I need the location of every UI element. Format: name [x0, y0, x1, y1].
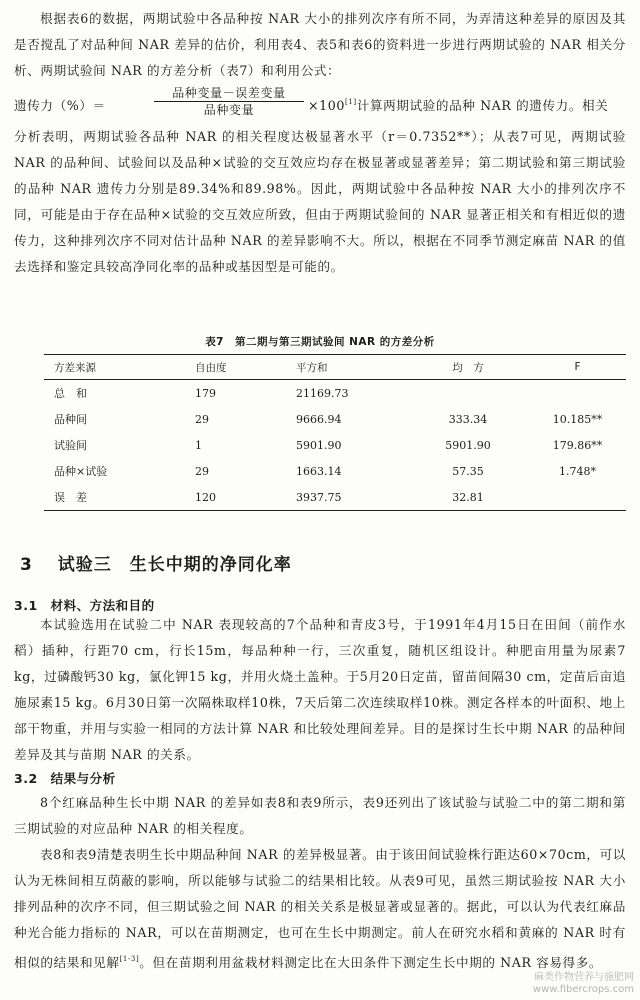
cell-ss: 5901.90 — [296, 438, 342, 452]
formula-tail-text: 计算两期试验的品种 NAR 的遗传力。相关 — [356, 98, 609, 113]
results-paragraph-2-main: 表8和表9清楚表明生长中期品种间 NAR 的差异极显著。由于该田间试验株行距达60×70cm，可以认为无株间相互荫蔽的影响，所以能够与试验二的结果相比较。从表9可见，虽然三期试验按 NAR 大小排列品种的次序不同，但三期试验之间 NAR 的相关关系是极显著或显著的。据此，可以认为代表红麻品种光合能力指标的 NAR，可以在苗期测定，也可在生长中期测定。前人在研究水稻和黄麻的 NAR 时有相似的结果和见解 — [14, 847, 626, 970]
cell-f — [529, 484, 626, 511]
cell-source: 误 差 — [44, 484, 179, 511]
cell-ms — [407, 380, 529, 407]
cell-df: 29 — [195, 464, 209, 478]
section-3-heading — [20, 550, 292, 575]
watermark-line-1: 麻类作物营养与施肥网 — [534, 972, 634, 983]
header-df: 自由度 — [179, 355, 286, 380]
results-paragraph-1: 8个红麻品种生长中期 NAR 的差异如表8和表9所示，表9还列出了该试验与试验二中的第二期和第三期试验的对应品种 NAR 的相关程度。 — [14, 795, 626, 836]
subsection-3-2-heading: 3.2 结果与分析 — [14, 771, 116, 786]
citation-ref: [1] — [345, 98, 357, 106]
formula-numerator: 品种变量－误差变量 — [154, 85, 304, 102]
site-watermark — [533, 972, 634, 996]
subsection-3-1-body: 本试验选用在试验二中 NAR 表现较高的7个品种和青皮3号，于1991年4月15日在田间（前作水稻）插种，行距70 cm，行长15m，每品种种一行，三次重复，随机区组设计。种肥亩用量为尿素7 kg，过磷酸钙30 kg，氯化钾15 kg，并用火烧土盖种。于5月20日定苗，留苗间隔30 cm，定苗后亩追施尿素15 kg。6月30日第一次隔株取样10株，7天后第二次连续取样10株。测定各样本的叶面积、地上部干物重，并用与实验一相同的方法计算 NAR 和比较处理间差异。目的是探讨生长中期 NAR 的品种间差异及其与苗期 NAR 的关系。 — [14, 617, 626, 762]
cell-ss: 1663.14 — [296, 464, 342, 478]
header-ss: 平方和 — [286, 355, 407, 380]
cell-df: 1 — [195, 438, 202, 452]
analysis-paragraph: 分析表明，两期试验各品种 NAR 的相关程度达极显著水平（r＝0.7352**）；从表7可见，两期试验 NAR 的品种间、试验间以及品种×试验的交互效应均存在极显著或显著差异；第二期试验和第三期试验的品种 NAR 遗传力分别是89.34%和89.98%。因此，两期试验中各品种按 NAR 大小的排列次序不同，可能是由于存在品种×试验的交互效应所致，但由于两期试验间的 NAR 显著正相关和有相近似的遗传力，这种排列次序不同对估计品种 NAR 的差异影响不大。所以，根据在不同季节测定麻苗 NAR 的值去选择和鉴定具较高净同化率的品种或基因型是可能的。 — [14, 129, 626, 274]
heritability-formula — [14, 85, 626, 121]
cell-ss: 3937.75 — [286, 484, 407, 511]
cell-f: 10.185** — [552, 412, 603, 426]
cell-df: 29 — [195, 412, 209, 426]
cell-df: 179 — [195, 386, 216, 400]
table-header-row — [44, 355, 626, 380]
cell-ms: 32.81 — [407, 484, 529, 511]
cell-source: 品种×试验 — [54, 465, 108, 478]
formula-multiplier — [308, 95, 608, 114]
watermark-line-2: www.fibercrops.com — [532, 984, 634, 995]
cell-source: 试验间 — [54, 439, 87, 452]
table-row — [44, 458, 626, 484]
table7-anova — [44, 354, 626, 511]
table7-caption: 表7 第二期与第三期试验间 NAR 的方差分析 — [205, 336, 435, 348]
cell-ss: 21169.73 — [296, 386, 349, 400]
header-source: 方差来源 — [44, 355, 179, 380]
subsection-3-1-heading: 3.1 材料、方法和目的 — [14, 598, 155, 613]
cell-df: 120 — [179, 484, 286, 511]
cell-ms: 333.34 — [448, 412, 488, 426]
cell-f: 1.748* — [559, 464, 596, 478]
cell-ms: 5901.90 — [445, 438, 491, 452]
cell-ms: 57.35 — [452, 464, 484, 478]
results-paragraph-2-tail: 。但在苗期利用盆栽材料测定比在大田条件下测定生长中期的 NAR 容易得多。 — [139, 955, 603, 970]
cell-f — [529, 380, 626, 407]
cell-source: 品种间 — [54, 413, 87, 426]
formula-denominator: 品种变量 — [203, 103, 255, 117]
table-row — [44, 380, 626, 407]
table-row — [44, 484, 626, 511]
header-f: F — [529, 355, 626, 380]
intro-paragraph: 根据表6的数据，两期试验中各品种按 NAR 大小的排列次序有所不同，为弄清这种差异的原因及其是否搅乱了对品种间 NAR 差异的估价，利用表4、表5和表6的资料进一步进行两期试验的 NAR 相关分析、两期试验间 NAR 的方差分析（表7）和利用公式： — [14, 11, 626, 78]
table-row — [44, 432, 626, 458]
formula-fraction — [154, 85, 304, 118]
section-number: 3 — [20, 555, 33, 575]
results-paragraph-2 — [14, 842, 626, 976]
cell-source: 总 和 — [54, 387, 87, 400]
cell-f: 179.86** — [552, 438, 603, 452]
table-row — [44, 406, 626, 432]
formula-label: 遗传力（%）＝ — [14, 98, 106, 113]
header-ms: 均 方 — [407, 355, 529, 380]
formula-times-100: ×100 — [308, 98, 345, 113]
citation-ref: [1-3] — [119, 955, 140, 963]
cell-ss: 9666.94 — [296, 412, 342, 426]
section-title: 试验三 生长中期的净同化率 — [57, 555, 292, 575]
